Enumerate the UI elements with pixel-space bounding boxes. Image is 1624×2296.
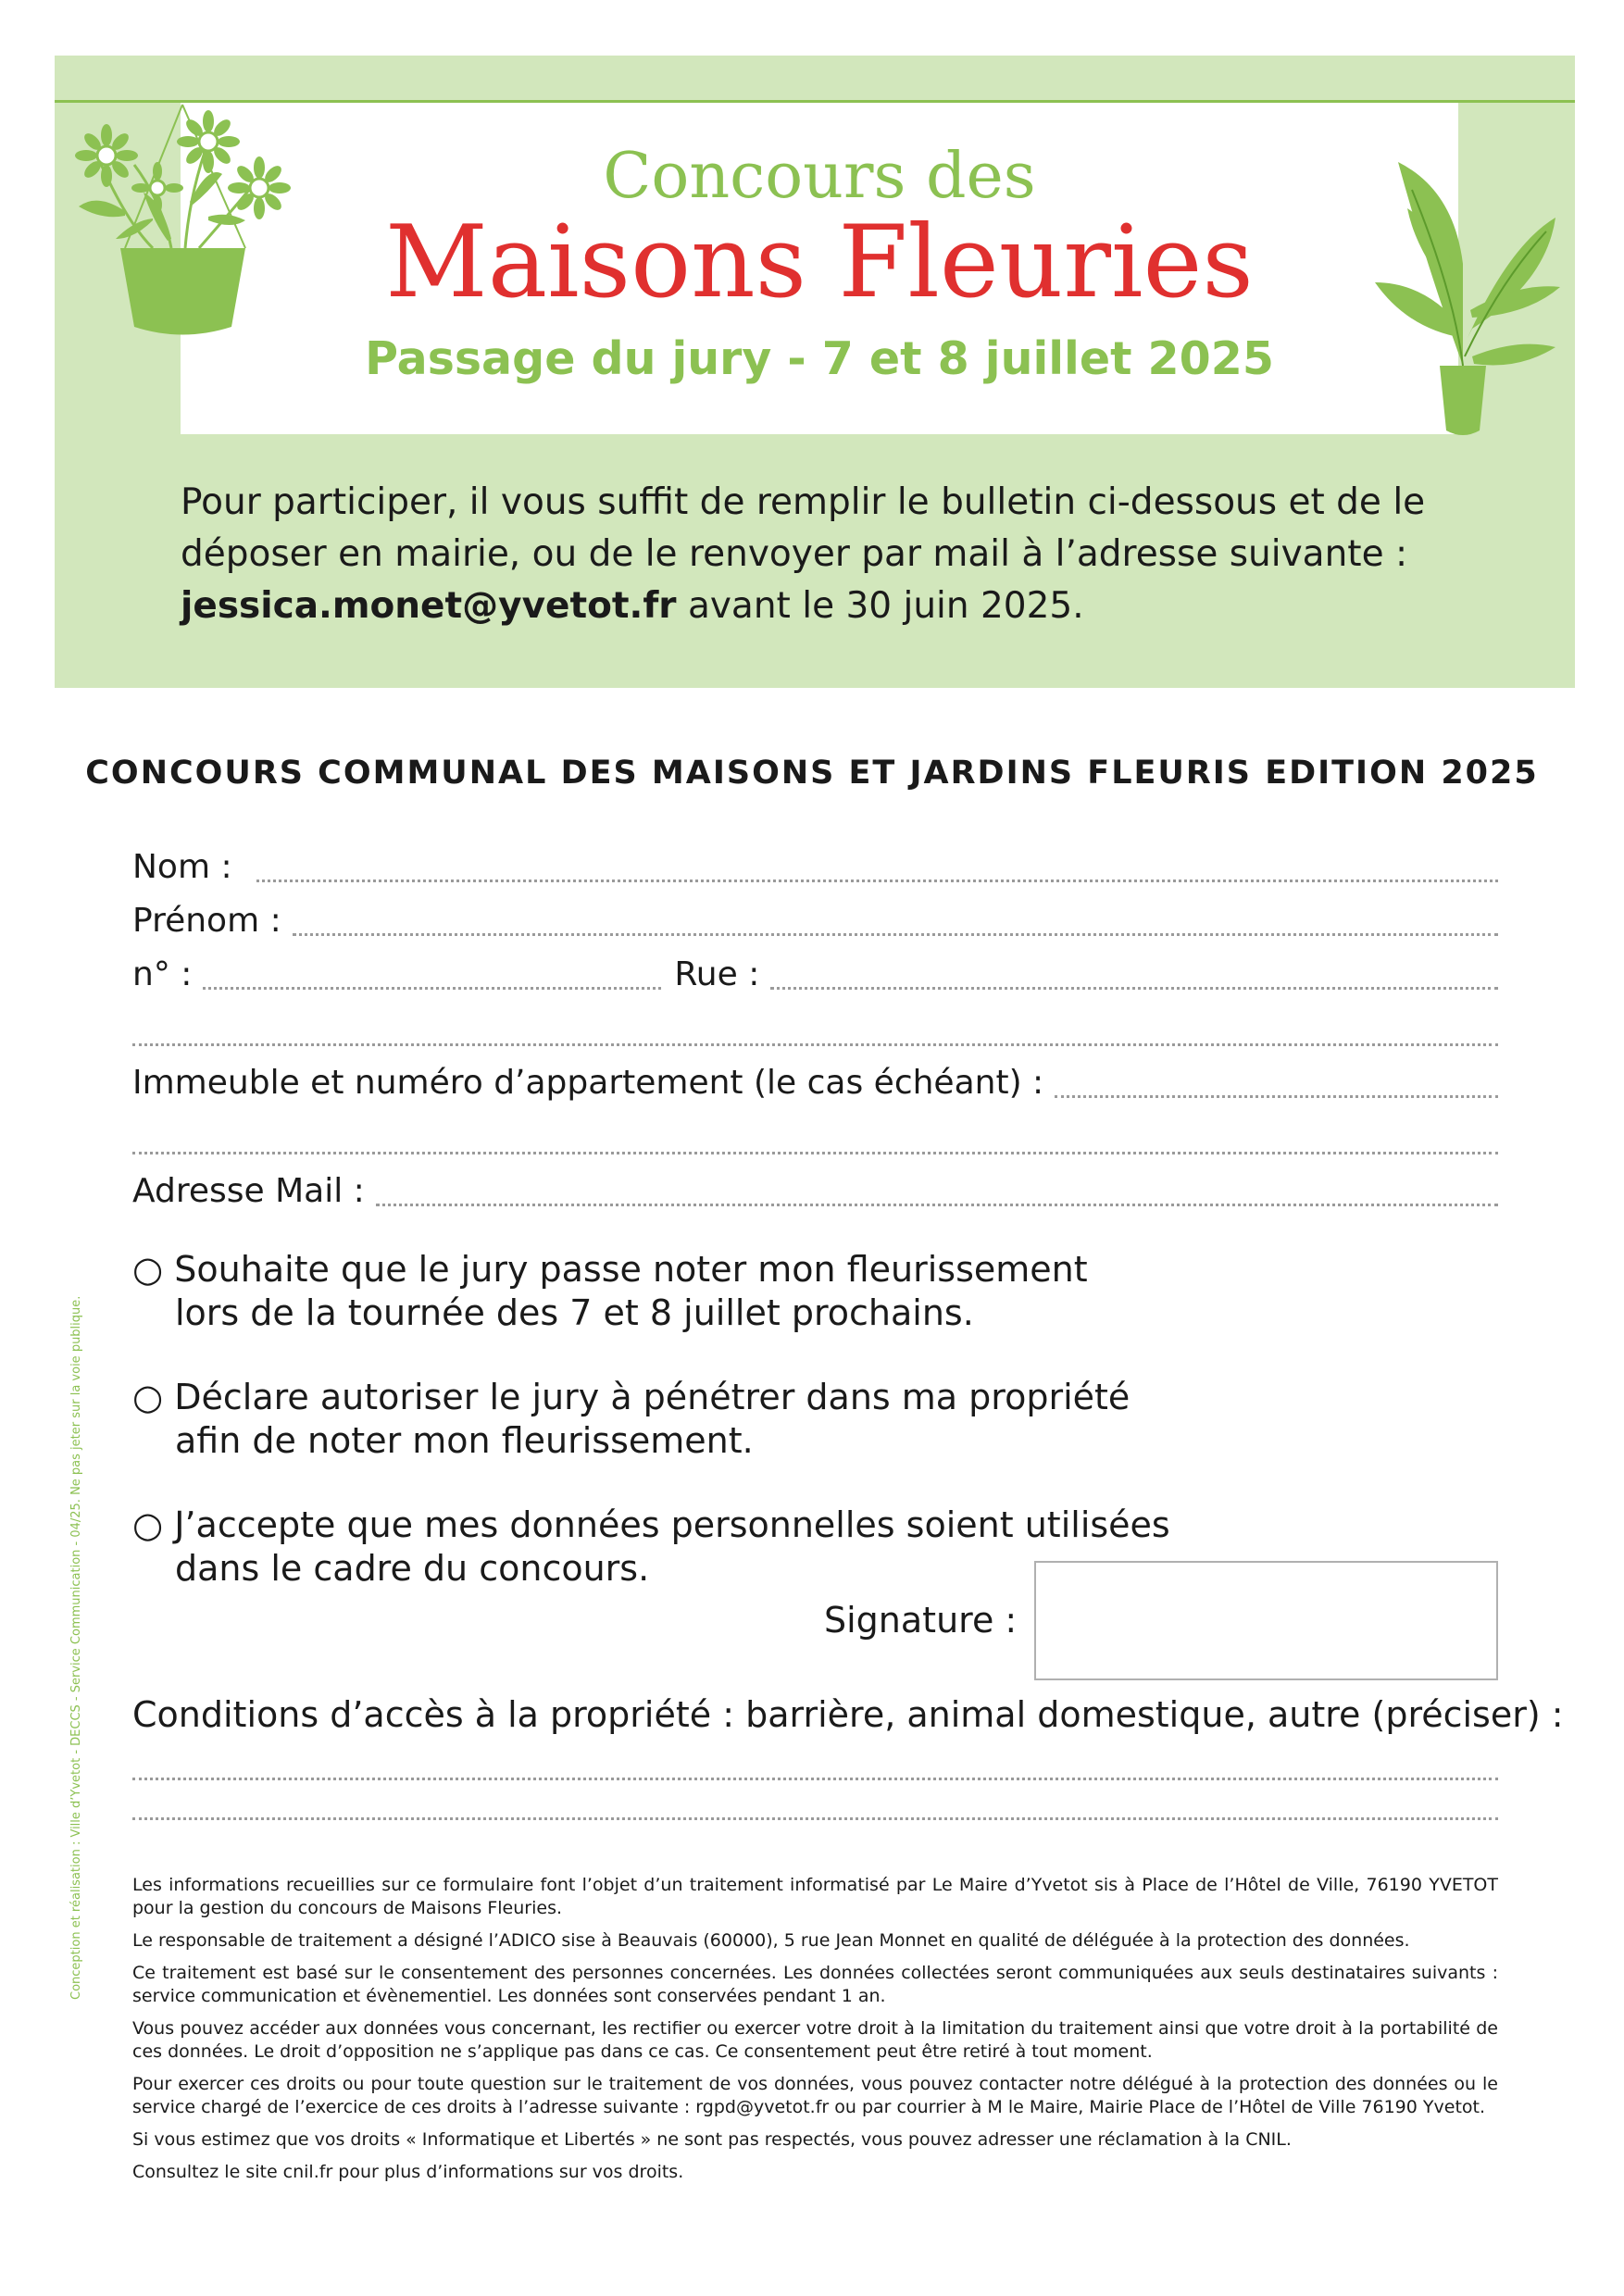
prenom-input-line[interactable]: [293, 932, 1498, 936]
checkbox-icon[interactable]: ○: [132, 1377, 164, 1417]
intro-text: Pour participer, il vous suffit de remplir le bulletin ci-dessous et de le déposer en mairie, ou de le renvoyer par mail à l’adresse suivante :: [181, 481, 1426, 575]
conditions-input-line-1[interactable]: [132, 1778, 1498, 1780]
gdpr-paragraph: Ce traitement est basé sur le consentement des personnes concernées. Les données collectées seront communiquées aux seuls destinataires suivants : service communication et évènementiel. Les données sont conservées pendant 1 an.: [132, 1963, 1498, 2006]
option-jury-visit-line1: Souhaite que le jury passe noter mon fleurissement: [174, 1249, 1088, 1290]
option-jury-visit[interactable]: [132, 1248, 1243, 1335]
access-conditions-label: Conditions d’accès à la propriété : barrière, animal domestique, autre (préciser) :: [132, 1694, 1564, 1735]
form-section-title: CONCOURS COMMUNAL DES MAISONS ET JARDINS FLEURIS EDITION 2025: [85, 755, 1539, 792]
email-label: Adresse Mail :: [132, 1172, 365, 1210]
prenom-label: Prénom :: [132, 902, 281, 940]
immeuble-continuation-line[interactable]: [132, 1152, 1498, 1154]
prenom-field: [132, 901, 1498, 942]
option-property-access[interactable]: [132, 1376, 1243, 1463]
gdpr-paragraph: Si vous estimez que vos droits « Informatique et Libertés » ne sont pas respectés, vous pouvez adresser une réclamation à la CNIL.: [132, 2129, 1292, 2150]
signature-box[interactable]: [1034, 1561, 1498, 1680]
nom-input-line[interactable]: [256, 879, 1498, 882]
gdpr-paragraph: Le responsable de traitement a désigné l’ADICO sise à Beauvais (60000), 5 rue Jean Monnet en qualité de déléguée à la protection des données.: [132, 1930, 1410, 1951]
title-box: [181, 103, 1458, 434]
gdpr-paragraph: Consultez le site cnil.fr pour plus d’informations sur vos droits.: [132, 2162, 684, 2182]
gdpr-paragraph: Vous pouvez accéder aux données vous concernant, les rectifier ou exercer votre droit à la limitation du traitement ainsi que votre droit à la portabilité de ces données. Le droit d’opposition ne s’applique pas dans ce cas. Ce consentement peut être retiré à tout moment.: [132, 2018, 1498, 2062]
email-field: [132, 1171, 1498, 1212]
signature-label: Signature :: [824, 1600, 1018, 1641]
numero-input-line[interactable]: [203, 986, 661, 990]
intro-deadline: avant le 30 juin 2025.: [676, 585, 1084, 627]
numero-label: n° :: [132, 955, 193, 993]
gdpr-paragraph: Pour exercer ces droits ou pour toute question sur le traitement de vos données, vous pouvez contacter notre délégué à la protection des données ou le service chargé de l’exercice de ces droits à l’adresse suivante : rgpd@yvetot.fr ou par courrier à M le Maire, Mairie Place de l’Hôtel de Ville 76190 Yvetot.: [132, 2074, 1498, 2117]
hanging-flower-pot-icon: [69, 100, 296, 341]
conditions-input-line-2[interactable]: [132, 1817, 1498, 1820]
option-property-access-line2: afin de noter mon fleurissement.: [175, 1420, 754, 1461]
nom-label: Nom :: [132, 848, 232, 886]
participation-instructions: [181, 477, 1523, 632]
gdpr-notice: [132, 1874, 1498, 2193]
page-title: Maisons Fleuries: [385, 205, 1254, 320]
potted-plant-icon: [1370, 153, 1565, 440]
address-field: [132, 955, 1498, 995]
option-data-consent-line2: dans le cadre du concours.: [175, 1548, 650, 1589]
address-continuation-line[interactable]: [132, 1043, 1498, 1046]
nom-field: [132, 847, 1498, 888]
rue-input-line[interactable]: [770, 986, 1498, 990]
rue-label: Rue :: [674, 955, 760, 993]
production-credit: Conception et réalisation : Ville d’Yvetot - DECCS - Service Communication - 04/25. Ne pas jeter sur la voie publique.: [69, 1295, 83, 2000]
immeuble-input-line[interactable]: [1055, 1094, 1498, 1098]
option-property-access-line1: Déclare autoriser le jury à pénétrer dans ma propriété: [174, 1377, 1131, 1417]
option-data-consent-line1: J’accepte que mes données personnelles soient utilisées: [174, 1504, 1170, 1545]
immeuble-field: [132, 1063, 1498, 1104]
jury-dates-subtitle: Passage du jury - 7 et 8 juillet 2025: [365, 332, 1274, 385]
gdpr-paragraph: Les informations recueillies sur ce formulaire font l’objet d’un traitement informatisé par Le Maire d’Yvetot sis à Place de l’Hôtel de Ville, 76190 YVETOT pour la gestion du concours de Maisons Fleuries.: [132, 1875, 1498, 1918]
title-top: Concours des: [603, 140, 1036, 213]
contact-email-link[interactable]: jessica.monet@yvetot.fr: [181, 585, 677, 627]
email-input-line[interactable]: [376, 1203, 1498, 1206]
immeuble-label: Immeuble et numéro d’appartement (le cas échéant) :: [132, 1064, 1044, 1102]
checkbox-icon[interactable]: ○: [132, 1249, 164, 1290]
checkbox-icon[interactable]: ○: [132, 1504, 164, 1545]
option-jury-visit-line2: lors de la tournée des 7 et 8 juillet prochains.: [175, 1292, 974, 1333]
